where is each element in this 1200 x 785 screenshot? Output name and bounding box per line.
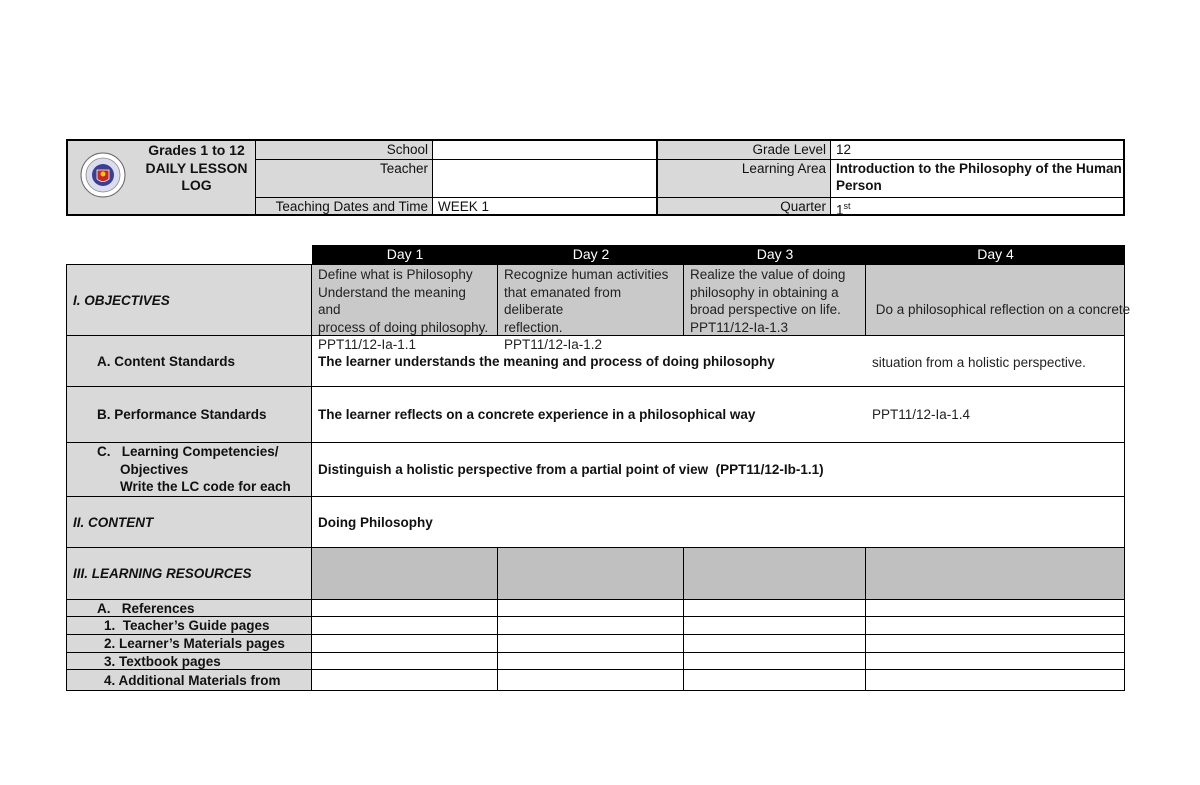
- objective-day-2-line: Recognize human activities: [504, 267, 669, 282]
- day-header-1: Day 1: [312, 245, 498, 264]
- textbook-day-1[interactable]: [312, 653, 498, 670]
- quarter-value: 1: [836, 202, 844, 218]
- teachers-guide-label: 1. Teacher’s Guide pages: [66, 617, 312, 635]
- objective-day-1-line: Define what is Philosophy: [318, 267, 473, 282]
- teacher-label: Teacher: [255, 159, 432, 197]
- teachers-guide-day-2[interactable]: [498, 617, 684, 635]
- objectives-label: I. OBJECTIVES: [66, 264, 312, 336]
- learners-materials-day-3[interactable]: [684, 635, 866, 653]
- resources-day-4[interactable]: [866, 548, 1125, 600]
- learners-materials-label: 2. Learner’s Materials pages: [66, 635, 312, 653]
- title-line-2: DAILY LESSON: [145, 159, 248, 176]
- additional-materials-day-4[interactable]: [866, 670, 1125, 691]
- resources-day-2[interactable]: [498, 548, 684, 600]
- objective-day-4-line: situation from a holistic perspective.: [872, 354, 1086, 370]
- quarter-label: Quarter: [656, 197, 830, 214]
- learners-materials-day-2[interactable]: [498, 635, 684, 653]
- references-day-3[interactable]: [684, 600, 866, 617]
- objective-day-4-line: Do a philosophical reflection on a concrete: [872, 302, 1131, 317]
- objective-day-3-code: PPT11/12-Ia-1.3: [690, 319, 789, 335]
- references-day-2[interactable]: [498, 600, 684, 617]
- competencies-label-line: Objectives: [120, 461, 189, 477]
- dates-field[interactable]: WEEK 1: [432, 197, 656, 214]
- competencies-label: [66, 443, 312, 497]
- performance-standards-label: B. Performance Standards: [66, 387, 312, 443]
- references-label: A. References: [66, 600, 312, 617]
- deped-seal-icon: [80, 152, 126, 198]
- dates-label: Teaching Dates and Time: [255, 197, 432, 214]
- title-line-1: Grades 1 to 12: [148, 142, 245, 158]
- learners-materials-day-1[interactable]: [312, 635, 498, 653]
- day-header-4: Day 4: [866, 245, 1125, 264]
- objective-day-4: [866, 264, 1131, 422]
- competencies-value: Distinguish a holistic perspective from a partial point of view (PPT11/12-Ib-1.1): [312, 443, 1125, 497]
- objective-day-4-code: PPT11/12-Ia-1.4: [872, 407, 971, 422]
- textbook-day-4[interactable]: [866, 653, 1125, 670]
- objective-day-2-line: that emanated from deliberate: [504, 284, 622, 317]
- area-label: Learning Area: [656, 159, 830, 197]
- additional-materials-label: 4. Additional Materials from: [66, 670, 312, 691]
- objective-day-2-line: reflection.: [504, 319, 563, 335]
- grade-field[interactable]: 12: [830, 141, 1123, 159]
- resources-label: III. LEARNING RESOURCES: [66, 548, 312, 600]
- content-standards-value: The learner understands the meaning and process of doing philosophy: [312, 336, 1125, 387]
- area-field[interactable]: Introduction to the Philosophy of the Human Person: [830, 159, 1123, 197]
- learners-materials-day-4[interactable]: [866, 635, 1125, 653]
- quarter-suffix: st: [843, 201, 851, 211]
- header-table: [66, 139, 1125, 216]
- additional-materials-day-2[interactable]: [498, 670, 684, 691]
- competencies-label-line: C. Learning Competencies/: [97, 444, 279, 459]
- teachers-guide-day-4[interactable]: [866, 617, 1125, 635]
- objective-day-3-line: philosophy in obtaining a: [690, 284, 839, 300]
- objective-day-1: [312, 264, 498, 352]
- objective-day-1-line: Understand the meaning and: [318, 284, 466, 317]
- textbook-day-3[interactable]: [684, 653, 866, 670]
- performance-standards-value: The learner reflects on a concrete experience in a philosophical way: [312, 387, 1125, 443]
- content-value: Doing Philosophy: [312, 497, 1125, 548]
- quarter-field[interactable]: [830, 197, 1123, 218]
- references-day-4[interactable]: [866, 600, 1125, 617]
- school-field[interactable]: [432, 141, 656, 159]
- resources-day-3[interactable]: [684, 548, 866, 600]
- school-label: School: [255, 141, 432, 159]
- resources-day-1[interactable]: [312, 548, 498, 600]
- objective-day-3-line: Realize the value of doing: [690, 267, 846, 282]
- title-text: [138, 142, 255, 195]
- additional-materials-day-1[interactable]: [312, 670, 498, 691]
- objective-day-2-code: PPT11/12-Ia-1.2: [504, 337, 603, 352]
- objective-day-3: [684, 264, 866, 336]
- objective-day-1-code: PPT11/12-Ia-1.1: [318, 337, 417, 352]
- content-standards-label: A. Content Standards: [66, 336, 312, 387]
- day-header-3: Day 3: [684, 245, 866, 264]
- teacher-field[interactable]: [432, 159, 656, 197]
- competencies-label-line: Write the LC code for each: [120, 479, 291, 494]
- references-day-1[interactable]: [312, 600, 498, 617]
- title-block: [68, 141, 255, 214]
- grade-label: Grade Level: [656, 141, 830, 159]
- day-header-2: Day 2: [498, 245, 684, 264]
- teachers-guide-day-1[interactable]: [312, 617, 498, 635]
- content-label: II. CONTENT: [66, 497, 312, 548]
- textbook-label: 3. Textbook pages: [66, 653, 312, 670]
- objective-day-2: [498, 264, 684, 352]
- title-line-3: LOG: [181, 177, 212, 193]
- additional-materials-day-3[interactable]: [684, 670, 866, 691]
- objective-day-1-line: process of doing philosophy.: [318, 319, 489, 335]
- teachers-guide-day-3[interactable]: [684, 617, 866, 635]
- textbook-day-2[interactable]: [498, 653, 684, 670]
- objective-day-3-line: broad perspective on life.: [690, 302, 841, 317]
